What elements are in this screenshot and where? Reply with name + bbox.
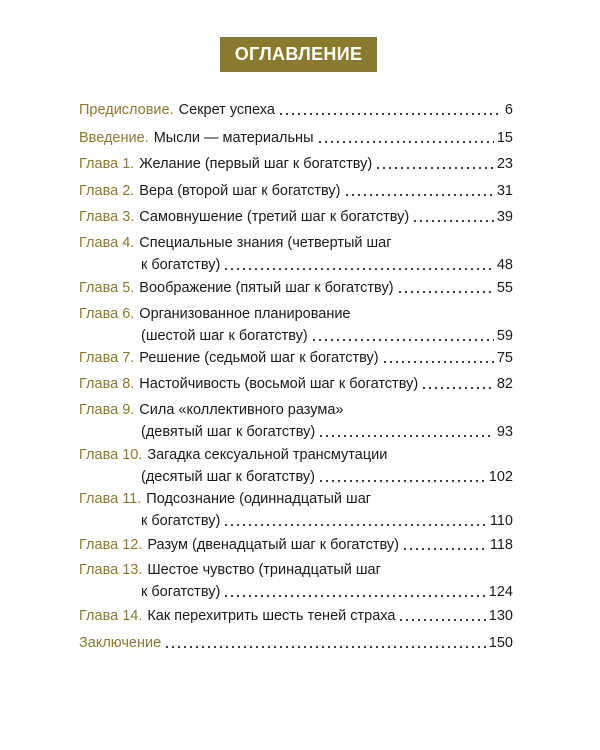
chapter-label: Глава 14. [79, 608, 143, 624]
dot-leader [375, 166, 494, 170]
chapter-label: Глава 1. [79, 156, 135, 172]
page-number: 82 [496, 376, 513, 392]
toc-entry-line [79, 347, 513, 369]
chapter-label: Глава 11. [79, 491, 142, 507]
chapter-title: Секрет успеха [178, 102, 275, 118]
chapter-title: Подсознание (одиннадцатый шаг [146, 491, 372, 507]
dot-leader [421, 386, 494, 390]
toc-entry[interactable] [79, 347, 513, 369]
dot-leader [223, 267, 494, 271]
toc-entry-line [79, 632, 513, 654]
toc-entry[interactable] [79, 488, 513, 532]
dot-leader [398, 618, 485, 622]
chapter-title: Сила «коллективного разума» [139, 402, 344, 418]
dot-leader [344, 193, 494, 197]
toc-entry-line [79, 421, 513, 443]
toc-entry[interactable] [79, 232, 513, 276]
toc-entry-line [79, 559, 513, 581]
page-number: 15 [496, 130, 513, 146]
toc-entry[interactable] [79, 399, 513, 443]
chapter-label: Глава 3. [79, 209, 135, 225]
dot-leader [382, 360, 494, 364]
page-number: 23 [496, 156, 513, 172]
page-number: 118 [489, 537, 513, 553]
dot-leader [278, 112, 502, 116]
toc-entry-line [79, 399, 513, 421]
chapter-title: Самовнушение (третий шаг к богатству) [139, 209, 410, 225]
chapter-title: Решение (седьмой шаг к богатству) [139, 350, 379, 366]
toc-entry-line [79, 254, 513, 276]
chapter-label: Предисловие. [79, 102, 174, 118]
chapter-label: Глава 13. [79, 562, 143, 578]
toc-entry[interactable] [79, 534, 513, 556]
toc-entry[interactable] [79, 632, 513, 654]
chapter-label: Заключение [79, 635, 162, 651]
dot-leader [412, 219, 494, 223]
toc-entry[interactable] [79, 99, 513, 121]
toc-entry[interactable] [79, 373, 513, 395]
page-number: 93 [496, 424, 513, 440]
toc-entry-line [79, 277, 513, 299]
toc-heading: ОГЛАВЛЕНИЕ [234, 44, 363, 64]
toc-entry[interactable] [79, 277, 513, 299]
page-number: 6 [504, 102, 513, 118]
toc-entry-line [79, 325, 513, 347]
toc-entry[interactable] [79, 444, 513, 488]
dot-leader [318, 434, 494, 438]
chapter-title-continuation: (девятый шаг к богатству) [141, 424, 316, 440]
dot-leader [223, 523, 487, 527]
chapter-title: Разум (двенадцатый шаг к богатству) [147, 537, 399, 553]
chapter-label: Глава 2. [79, 183, 135, 199]
chapter-title: Загадка сексуальной трансмутации [147, 447, 388, 463]
chapter-label: Глава 8. [79, 376, 135, 392]
page-number: 59 [496, 328, 513, 344]
chapter-label: Глава 7. [79, 350, 135, 366]
chapter-title: Вера (второй шаг к богатству) [139, 183, 341, 199]
toc-entry-line [79, 510, 513, 532]
dot-leader [311, 338, 494, 342]
page-number: 55 [496, 280, 513, 296]
toc-entry[interactable] [79, 127, 513, 149]
toc-entry[interactable] [79, 605, 513, 627]
toc-entry-line [79, 605, 513, 627]
chapter-title-continuation: к богатству) [141, 513, 221, 529]
dot-leader [397, 290, 494, 294]
page-number: 150 [488, 635, 513, 651]
dot-leader [317, 140, 494, 144]
chapter-label: Глава 10. [79, 447, 143, 463]
page-number: 110 [489, 513, 513, 529]
page-number: 75 [496, 350, 513, 366]
chapter-label: Введение. [79, 130, 149, 146]
toc-entry-line [79, 206, 513, 228]
dot-leader [164, 645, 486, 649]
page-number: 102 [488, 469, 513, 485]
toc-entry-line [79, 180, 513, 202]
toc-entry-line [79, 373, 513, 395]
toc-entry[interactable] [79, 303, 513, 347]
chapter-title: Шестое чувство (тринадцатый шаг [147, 562, 381, 578]
chapter-label: Глава 5. [79, 280, 135, 296]
dot-leader [402, 547, 487, 551]
page-number: 124 [488, 584, 513, 600]
toc-entry[interactable] [79, 559, 513, 603]
toc-entry-line [79, 99, 513, 121]
chapter-title-continuation: (десятый шаг к богатству) [141, 469, 315, 485]
chapter-title: Воображение (пятый шаг к богатству) [139, 280, 394, 296]
chapter-label: Глава 12. [79, 537, 143, 553]
chapter-title: Желание (первый шаг к богатству) [139, 156, 373, 172]
chapter-title: Как перехитрить шесть теней страха [147, 608, 396, 624]
toc-entry-line [79, 466, 513, 488]
page-number: 48 [496, 257, 513, 273]
toc-entry[interactable] [79, 180, 513, 202]
toc-entry-line [79, 153, 513, 175]
chapter-title: Мысли — материальны [153, 130, 314, 146]
chapter-label: Глава 4. [79, 235, 135, 251]
page-number: 39 [496, 209, 513, 225]
toc-heading-box [220, 37, 377, 72]
toc-entry-line [79, 444, 513, 466]
toc-entry[interactable] [79, 153, 513, 175]
toc-entry-line [79, 232, 513, 254]
chapter-title: Настойчивость (восьмой шаг к богатству) [139, 376, 419, 392]
chapter-title: Специальные знания (четвертый шаг [139, 235, 392, 251]
toc-entry-line [79, 488, 513, 510]
chapter-title-continuation: к богатству) [141, 584, 221, 600]
page-number: 130 [488, 608, 513, 624]
chapter-title: Организованное планирование [139, 306, 351, 322]
dot-leader [223, 594, 486, 598]
toc-entry-line [79, 127, 513, 149]
toc-entry-line [79, 581, 513, 603]
chapter-title-continuation: к богатству) [141, 257, 221, 273]
chapter-label: Глава 9. [79, 402, 135, 418]
chapter-label: Глава 6. [79, 306, 135, 322]
chapter-title-continuation: (шестой шаг к богатству) [141, 328, 308, 344]
toc-entry[interactable] [79, 206, 513, 228]
page-number: 31 [496, 183, 513, 199]
toc-entry-line [79, 534, 513, 556]
dot-leader [318, 479, 486, 483]
toc-entry-line [79, 303, 513, 325]
